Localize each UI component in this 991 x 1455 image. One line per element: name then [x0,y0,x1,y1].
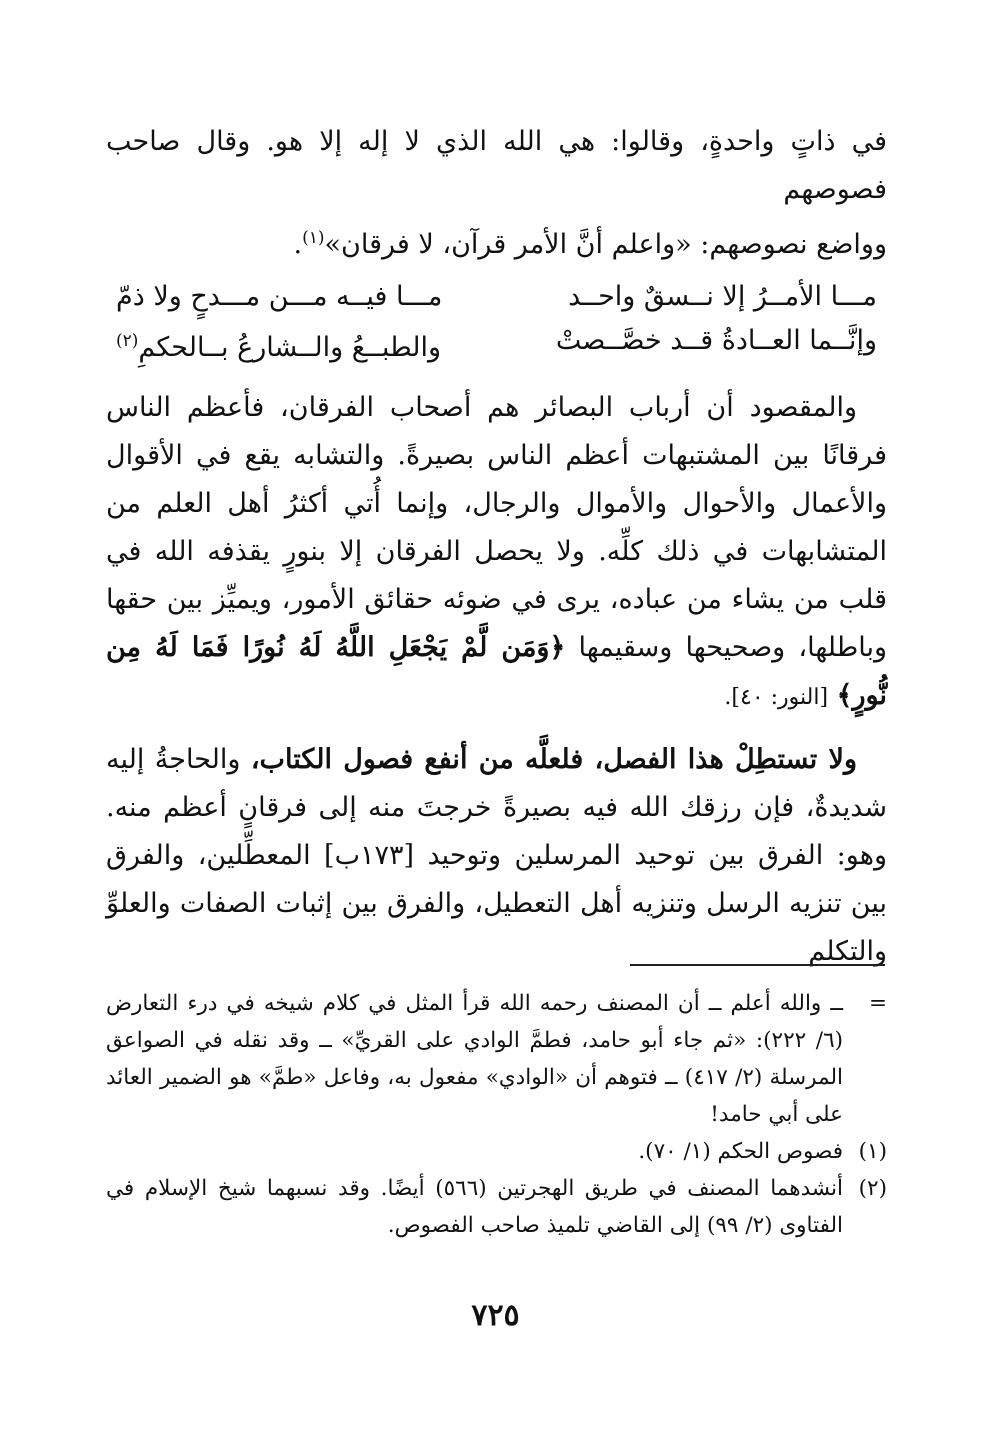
footnote-ref-2: (٢) [116,331,139,351]
verse-2-hemistich-left [116,319,441,370]
verse-line-1 [106,275,887,319]
footnote-marker: = [868,991,887,1016]
footnote-1 [106,1133,887,1170]
footnote-marker: (٢) [858,1176,887,1201]
verse-line-2 [106,319,887,370]
quran-verse: ﴿وَمَن لَّمْ يَجْعَلِ اللَّهُ لَهُ نُورًا فَمَا لَهُ مِن نُّورٍ﴾ [106,632,887,711]
page-number: ٧٢٥ [471,1298,520,1333]
text-line-2: وواضع نصوصهم: «واعلم أنَّ الأمر قرآن، لا فرقان»$^{(١)}$. [293,228,887,260]
paragraph-2-bold-lead: ولا تستطِلْ هذا الفصل، فلعلَّه من أنفع فصول الكتاب، [250,744,857,775]
footnote-continued [106,985,887,1133]
footnote-2 [106,1170,887,1244]
footnote-ref-1: (١) [302,228,325,248]
footnote-text: أنشدهما المصنف في طريق الهجرتين (٥٦٦) أيضًا. وقد نسبهما شيخ الإسلام في الفتاوى (٢/ ٩٩) إلى القاضي تلميذ صاحب الفصوص. [106,1176,843,1238]
footnote-marker: (١) [858,1139,887,1164]
verse-1-hemistich-left: مـــا فيــه مـــن مـــدحٍ ولا ذمّ [116,281,443,312]
paragraph-2-text: والحاجةُ إليه شديدةٌ، فإن رزقك الله فيه بصيرةً خرجتَ منه إلى فرقانٍ أعظم منه. وهو: الفرق بين توحيد المرسلين وتوحيد [١٧٣ب] المعطِّلين، والفرق بين تنزيه الرسل وتنزيه أهل التعطيل، والفرق بين إثبات الصفات والعلوِّ والتكلم [106,744,887,967]
paragraph-1 [106,384,887,722]
text-line-1: في ذاتٍ واحدةٍ، وقالوا: هي الله الذي لا إله إلا هو. وقال صاحب فصوصهم [106,126,887,205]
main-text [106,118,887,976]
footnote-divider [630,964,885,966]
verse-2-left-text: والطبــعُ والــشارعُ بــالحكمِ [138,332,441,363]
verse-2-hemistich-right: وإنَّــما العــادةُ قــد خصَّــصتْ [555,325,877,356]
footnotes [106,985,887,1244]
footnote-text: ــ والله أعلم ــ أن المصنف رحمه الله قرأ المثل في كلام شيخه في درء التعارض (٦/ ٢٢٢): «ثم جاء أبو حامد، فطمَّ الوادي على القريِّ» ــ وقد نقله في الصواعق المرسلة (٢/ ٤١٧) ــ فتوهم أن «الوادي» مفعول به، وفاعل «طمَّ» هو الضمير العائد على أبي حامد! [106,991,844,1127]
quran-reference: [النور: ٤٠]. [724,685,829,710]
paragraph-1-text: والمقصود أن أرباب البصائر هم أصحاب الفرقان، فأعظم الناس فرقانًا بين المشتبهات أعظم الناس بصيرةً. والتشابه يقع في الأقوال والأعمال والأحوال والأموال والرجال، وإنما أُتي أكثرُ أهل العلم من المتشابهات في ذلك كلِّه. ولا يحصل الفرقان إلا بنورٍ يقذفه الله في قلب من يشاء من عباده، يرى في ضوئه حقائق الأمور، ويميِّز بين حقها وباطلها، وصحيحها وسقيمها [106,392,887,663]
paragraph-2 [106,736,887,976]
text-line-2-body: وواضع نصوصهم: «واعلم أنَّ الأمر قرآن، لا فرقان» [324,229,887,260]
verse-1-hemistich-right: مـــا الأمــرُ إلا نــسقٌ واحــد [568,281,877,312]
footnote-text: فصوص الحكم (١/ ٧٠). [638,1139,843,1164]
